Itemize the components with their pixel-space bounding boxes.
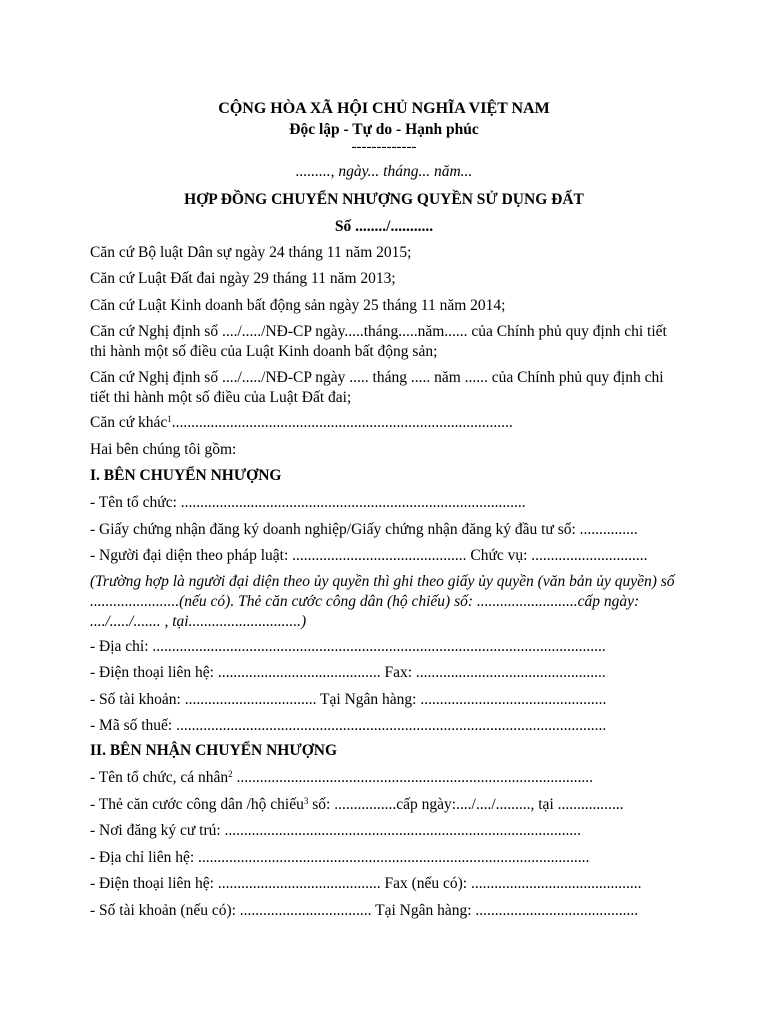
basis-other-label: Căn cứ khác — [90, 414, 168, 431]
basis-other-dots: ........................................................................................ — [171, 414, 513, 431]
national-title: CỘNG HÒA XÃ HỘI CHỦ NGHĨA VIỆT NAM — [218, 100, 550, 117]
basis-decree-real-estate: Căn cứ Nghị định số ..../...../NĐ-CP ngày.....tháng.....năm...... của Chính phủ quy định chi tiết thi hành một số điều của Luật Kinh doanh bất động sản; — [90, 323, 667, 360]
transferee-bank-account: - Số tài khoản (nếu có): .................................. Tại Ngân hàng: .......................................... — [90, 902, 639, 919]
transferor-authorization-note: (Trường hợp là người đại diện theo ủy quyền thì ghi theo giấy ủy quyền (văn bản ủy quyền) số .......................(nếu có). Thẻ căn cước công dân (hộ chiếu) số: ..........................cấp ngày: ..../...../....... , tại.............................) — [90, 573, 675, 630]
contract-number: Số ......../........... — [334, 218, 434, 235]
basis-civil-code: Căn cứ Bộ luật Dân sự ngày 24 tháng 11 năm 2015; — [90, 244, 412, 261]
transferor-address: - Địa chỉ: ..................................................................................................................... — [90, 638, 606, 655]
basis-other — [90, 413, 680, 433]
parties-intro: Hai bên chúng tôi gồm: — [90, 441, 237, 458]
basis-real-estate-law: Căn cứ Luật Kinh doanh bất động sản ngày 25 tháng 11 năm 2014; — [90, 297, 506, 314]
transferee-id-label: - Thẻ căn cước công dân /hộ chiếu — [90, 796, 304, 813]
transferee-phone-fax: - Điện thoại liên hệ: .......................................... Fax (nếu có): ............................................ — [90, 875, 642, 892]
section-transferor-heading: I. BÊN CHUYỂN NHƯỢNG — [90, 467, 282, 484]
transferee-name — [90, 768, 680, 788]
transferee-contact-address: - Địa chỉ liên hệ: ..................................................................................................... — [90, 849, 590, 866]
footnote-marker: 1 — [167, 414, 172, 424]
basis-decree-land: Căn cứ Nghị định số ..../...../NĐ-CP ngày ..... tháng ..... năm ...... của Chính phủ quy định chi tiết thi hành một số điều của Luật Đất đai; — [90, 369, 664, 406]
transferor-org-name: - Tên tổ chức: ......................................................................................... — [90, 494, 526, 511]
transferee-name-dots: ............................................................................................ — [232, 769, 593, 786]
transferor-legal-rep: - Người đại diện theo pháp luật: ............................................. Chức vụ: .............................. — [90, 547, 648, 564]
footnote-marker: 3 — [303, 796, 309, 806]
basis-land-law: Căn cứ Luật Đất đai ngày 29 tháng 11 năm 2013; — [90, 270, 396, 287]
transferee-name-label: - Tên tổ chức, cá nhân — [90, 769, 229, 786]
transferor-tax-code: - Mã số thuế: ............................................................................................................... — [90, 717, 607, 734]
transferor-phone-fax: - Điện thoại liên hệ: .......................................... Fax: ................................................. — [90, 664, 606, 681]
section-transferee-heading: II. BÊN NHẬN CHUYỂN NHƯỢNG — [90, 742, 338, 759]
transferor-business-cert: - Giấy chứng nhận đăng ký doanh nghiệp/Giấy chứng nhận đăng ký đầu tư số: ............... — [90, 521, 638, 538]
footnote-marker: 2 — [228, 769, 233, 779]
transferee-id-rest: số: ................cấp ngày:..../..../........., tại ................. — [308, 796, 624, 813]
contract-title: HỢP ĐỒNG CHUYỂN NHƯỢNG QUYỀN SỬ DỤNG ĐẤT — [184, 191, 584, 208]
transferee-id-card — [90, 795, 680, 815]
header-separator: ------------- — [351, 139, 417, 155]
date-line: ........., ngày... tháng... năm... — [295, 163, 473, 180]
national-motto: Độc lập - Tự do - Hạnh phúc — [289, 121, 479, 138]
transferee-residence: - Nơi đăng ký cư trú: ............................................................................................ — [90, 822, 582, 839]
transferor-bank-account: - Số tài khoản: .................................. Tại Ngân hàng: ................................................ — [90, 691, 607, 708]
